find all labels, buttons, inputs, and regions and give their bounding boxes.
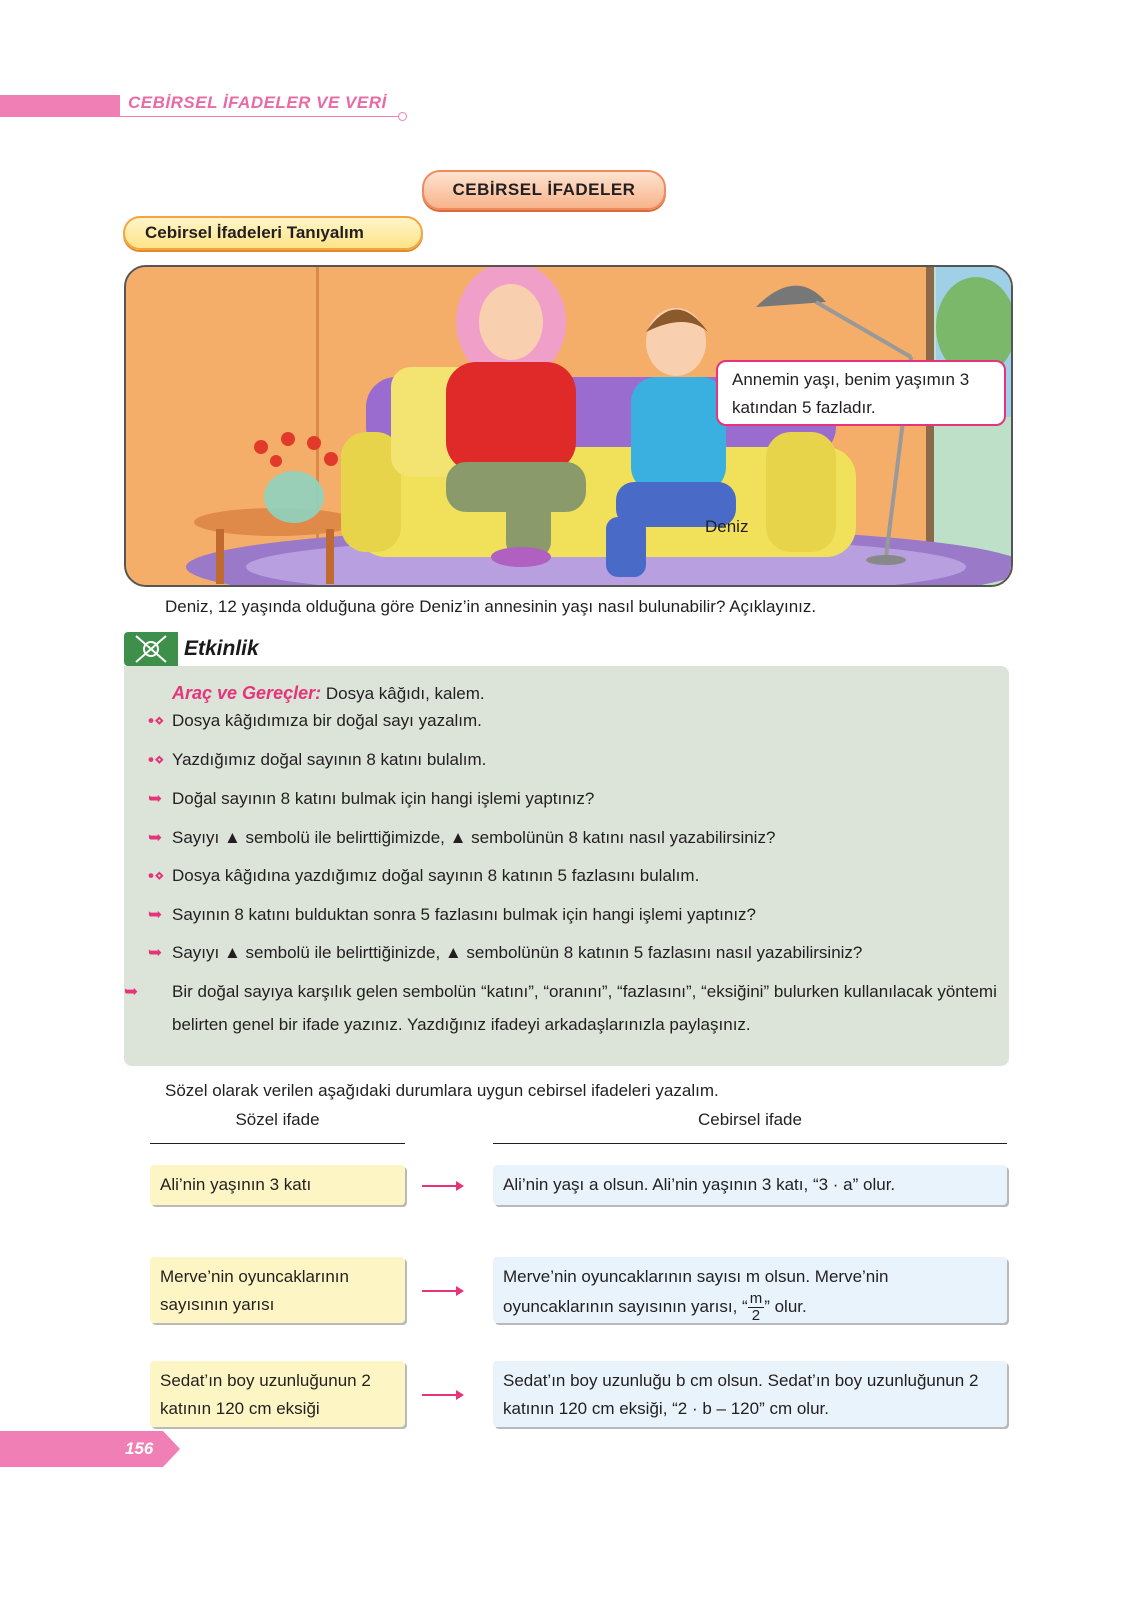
activity-step: •⋄ Yazdığımız doğal sayının 8 katını bulalım. [148, 743, 1003, 776]
bullet-icon: •⋄ [148, 711, 165, 730]
arrow-bullet-icon: ➥ [148, 828, 163, 847]
activity-step: ➥ Bir doğal sayıya karşılık gelen sembolün “katını”, “oranını”, “fazlasını”, “eksiğini” bulurken kullanılacak yöntemi belirten genel bir ifade yazınız. Yazdığınız ifadeyi arkadaşlarınızla paylaşınız. [148, 975, 1003, 1041]
illustration-mother-and-child [124, 265, 1013, 587]
speech-bubble: Annemin yaşı, benim yaşımın 3 katından 5 fazladır. [716, 360, 1006, 426]
header-rule [150, 1143, 405, 1144]
arrow-bullet-icon: ➥ [148, 905, 163, 924]
activity-step: •⋄ Dosya kâğıdına yazdığımız doğal sayının 8 katının 5 fazlasını bulalım. [148, 859, 1003, 892]
algebraic-expression: Merve’nin oyuncaklarının sayısı m olsun. Merve’nin oyuncaklarının sayısının yarısı, “ $\frac{m}{2}$ ” olur. [493, 1257, 1007, 1323]
bullet-icon: •⋄ [148, 866, 165, 885]
character-label: Deniz [705, 517, 749, 536]
verbal-expression: Sedat’ın boy uzunluğunun 2 katının 120 cm eksiği [150, 1361, 405, 1427]
chapter-band [0, 95, 120, 117]
tools-label: Araç ve Gereçler: [172, 683, 322, 703]
algebraic-column-header: Cebirsel ifade [698, 1110, 802, 1129]
arrow-right-icon [422, 1185, 462, 1187]
arrow-bullet-icon: ➥ [148, 943, 163, 962]
arrow-right-icon [422, 1394, 462, 1396]
algebraic-expression: Sedat’ın boy uzunluğu b cm olsun. Sedat’ın boy uzunluğunun 2 katının 120 cm eksiği, “2 · b – 120” cm olur. [493, 1361, 1007, 1427]
table-intro: Sözel olarak verilen aşağıdaki durumlara uygun cebirsel ifadeleri yazalım. [165, 1081, 719, 1100]
verbal-expression: Merve’nin oyuncaklarının sayısının yarısı [150, 1257, 405, 1323]
section-title: CEBİRSEL İFADELER [422, 170, 666, 210]
activity-step: •⋄ Dosya kâğıdımıza bir doğal sayı yazalım. [148, 704, 1003, 737]
living-room-scene [126, 267, 1011, 585]
arrow-bullet-icon: ➥ [148, 789, 163, 808]
activity-step: ➥ Sayıyı ▲ sembolü ile belirttiğimizde, ▲ sembolünün 8 katını nasıl yazabilirsiniz? [148, 821, 1003, 854]
tools-line [172, 683, 485, 704]
header-rule [493, 1143, 1007, 1144]
chapter-underline [120, 116, 400, 117]
chapter-dot [398, 112, 407, 121]
activity-title: Etkinlik [180, 632, 263, 669]
arrow-bullet-icon: ➥ [124, 982, 139, 1001]
tools-value: Dosya kâğıdı, kalem. [325, 684, 485, 703]
chapter-title: CEBİRSEL İFADELER VE VERİ [128, 93, 387, 112]
verbal-expression: Ali’nin yaşının 3 katı [150, 1165, 405, 1205]
subsection-title: Cebirsel İfadeleri Tanıyalım [123, 216, 423, 250]
verbal-column-header: Sözel ifade [235, 1110, 320, 1129]
activity-step: ➥ Sayıyı ▲ sembolü ile belirttiğinizde, ▲ sembolünün 8 katının 5 fazlasını nasıl yazabilirsiniz? [148, 936, 1003, 969]
arrow-right-icon [422, 1290, 462, 1292]
page-number: 156 [125, 1439, 154, 1458]
activity-step: ➥ Sayının 8 katını bulduktan sonra 5 fazlasını bulmak için hangi işlemi yaptınız? [148, 898, 1003, 931]
bullet-icon: •⋄ [148, 750, 165, 769]
algebraic-expression: Ali’nin yaşı a olsun. Ali’nin yaşının 3 katı, “3 · a” olur. [493, 1165, 1007, 1205]
activity-step: ➥ Doğal sayının 8 katını bulmak için hangi işlemi yaptınız? [148, 782, 1003, 815]
activity-icon [124, 632, 178, 666]
fraction: $\frac{m}{2}$ [749, 1290, 763, 1324]
scene-question: Deniz, 12 yaşında olduğuna göre Deniz’in annesinin yaşı nasıl bulunabilir? Açıklayınız. [165, 597, 817, 616]
